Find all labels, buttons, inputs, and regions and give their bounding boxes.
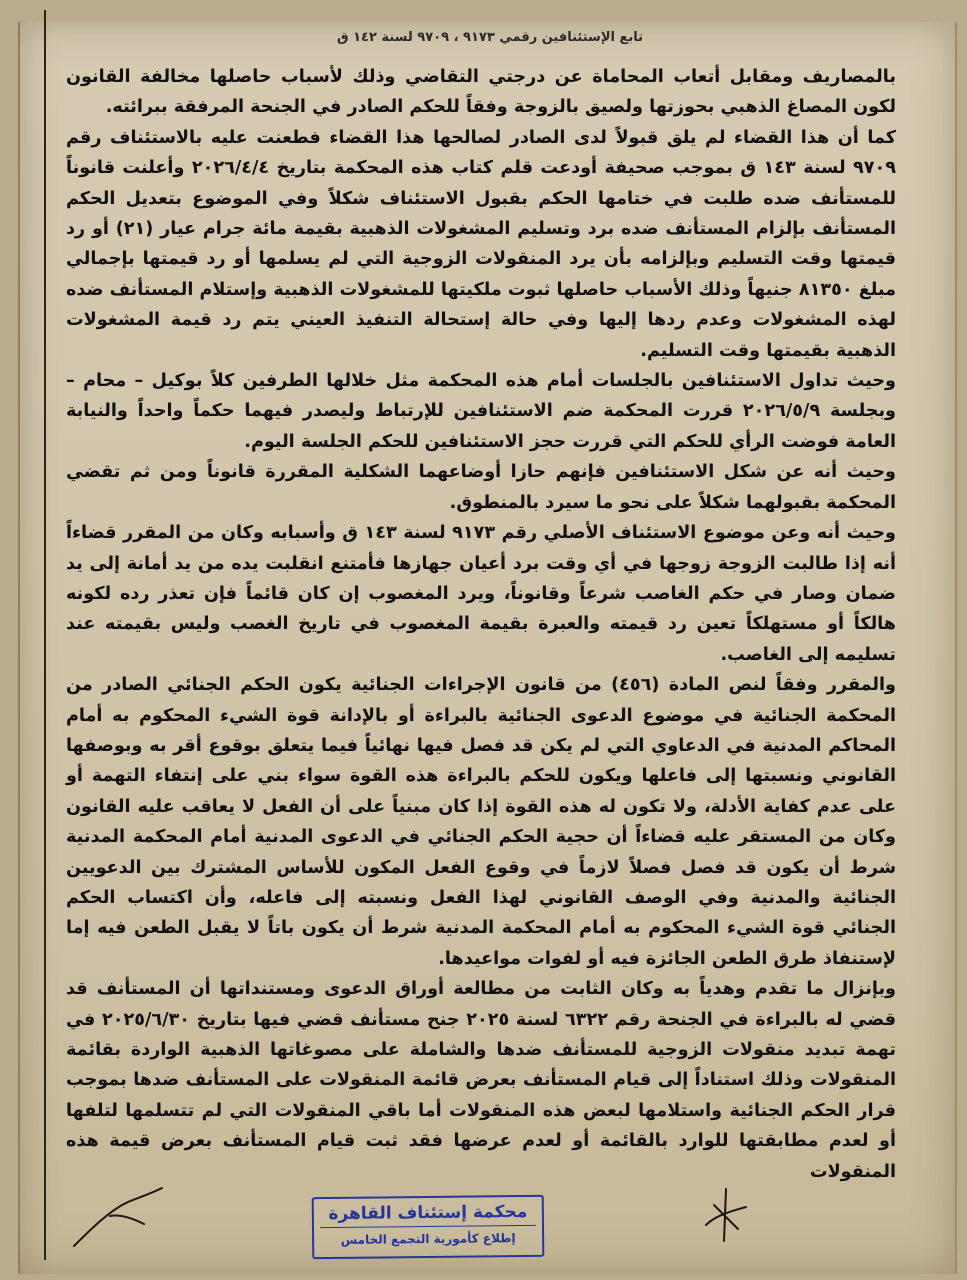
court-stamp [312,1195,545,1259]
paragraph-sessions: وحيث تداول الاستئنافين بالجلسات أمام هذه المحكمة مثل خلالها الطرفين كلاً بوكيل – محام – وبجلسة ٢٠٢٦/٥/٩ قررت المحكمة ضم الاستئنافين للإرتباط وليصدر فيهما حكماً واحداً والنيابة العامة فوضت الرأي للحكم التي قررت حجز الاستئنافين للحكم الجلسة اليوم. [66,371,896,452]
signature-left [70,1180,180,1250]
paragraph-form: وحيث أنه عن شكل الاستئنافين فإنهم حازا أوضاعهما الشكلية المقررة قانوناً ومن ثم تقضي المحكمة بقبولهما شكلاً على نحو ما سيرد بالمنطوق. [66,462,896,513]
page-header: تابع الإستئنافين رقمي ٩١٧٣ ، ٩٧٠٩ لسنة ١٤٢ ق [336,30,644,45]
document-body [66,62,896,1187]
signature-right [696,1185,756,1245]
stamp-subtitle: إطلاع كأمورية التجمع الخامس [340,1231,516,1247]
paragraph-application: وبإنزال ما تقدم وهدياً به وكان الثابت من مطالعة أوراق الدعوى ومستنداتها أن المستأنف قد قضي له بالبراءة في الجنحة رقم ٦٣٢٢ لسنة ٢٠٢٥ جنح مستأنف قضي فيها بتاريخ ٢٠٢٥/٦/٣٠ في تهمة تبديد منقولات الزوجية للمستأنف ضدها والشاملة على مصوغاتها الذهبية الواردة بقائمة المنقولات وذلك استناداً إلى قيام المستأنف بعرض قائمة المنقولات على المستأنف ضدها بموجب قرار الحكم الجنائية واستلامها لبعض هذه المنقولات أما باقي المنقولات التي لم تتسلمها لتلفها أو لعدم مطابقتها للوارد بالقائمة أو لعدم عرضها فقد ثبت قيام المستأنف بعرض قيمة هذه المنقولات [66,979,896,1182]
stamp-title: محكمة إستئناف القاهرة [320,1199,536,1228]
paragraph-appeal-9709: كما أن هذا القضاء لم يلق قبولاً لدى الصادر لصالحها هذا القضاء فطعنت عليه بالاستئناف رقم ٩٧٠٩ لسنة ١٤٣ ق بموجب صحيفة أودعت قلم كتاب هذه المحكمة بتاريخ ٢٠٢٦/٤/٤ وأعلنت قانوناً للمستأنف ضده طلبت في ختامها الحكم بقبول الاستئناف شكلاً وفي الموضوع بتعديل الحكم المستأنف بإلزام المستأنف ضده برد وتسليم المشغولات الذهبية بقيمة مائة جرام عيار (٢١) أو رد قيمتها وقت التسليم وبإلزامه بأن يرد المنقولات الزوجية التي لم يسلمها أو رد قيمتها بإجمالي مبلغ ٨١٣٥٠ جنيهاً وذلك الأسباب حاصلها ثبوت ملكيتها للمشغولات الذهبية وإستلام المستأنف ضده لهذه المشغولات وعدم ردها إليها وفي حالة إستحالة التنفيذ العيني يتم رد قيمة المشغولات الذهبية بقيمتها وقت التسليم. [66,127,896,361]
paragraph-article-456: والمقرر وفقاً لنص المادة (٤٥٦) من قانون الإجراءات الجنائية يكون الحكم الجنائي الصادر من المحكمة الجنائية في موضوع الدعوى الجنائية بالبراءة أو بالإدانة قوة الشيء المحكوم به أمام المحاكم المدنية في الدعاوي التي لم يكن قد فصل فيها نهائياً فيما يتعلق بوقوع أقر به وبوصفها القانوني ونسبتها إلى فاعلها ويكون للحكم بالبراءة هذه القوة سواء بني على إنتفاء التهمة أو على عدم كفاية الأدلة، ولا تكون له هذه القوة إذا كان مبنياً على أن الفعل لا يعاقب عليه القانون وكان من المستقر عليه قضاءاً أن حجية الحكم الجنائي في الدعوى المدنية أمام المحكمة المدنية شرط أن يكون قد فصل فصلاً لازماً في وقوع الفعل المكون للأساس المشترك بين الدعويين الجنائية والمدنية وفي الوصف القانوني لهذا الفعل ونسبته إلى فاعله، وأن اكتساب الحكم الجنائي قوة الشيء المحكوم به أمام المحكمة المدنية شرط أن يكون باتاً لا يقبل الطعن فيه إما لإستنفاذ طرق الطعن الجائزة فيه أو لفوات مواعيدها. [66,675,896,969]
paragraph-expenses: بالمصاريف ومقابل أتعاب المحاماة عن درجتي التقاضي وذلك لأسباب حاصلها مخالفة القانون لكون المصاغ الذهبي بحوزتها ولصيق بالزوجة وفقاً للحكم الصادر في الجنحة المرفقة ببرائته. [66,67,896,118]
paragraph-appeal-9173: وحيث أنه وعن موضوع الاستئناف الأصلي رقم ٩١٧٣ لسنة ١٤٣ ق وأسبابه وكان من المقرر قضاءاً أنه إذا طالبت الزوجة زوجها في أي وقت برد أعيان جهازها فأمتنع انقلبت يده من يد أمانة إلى يد ضمان وصار في حكم الغاصب شرعاً وقانوناً، ويرد المغصوب إن كان قائماً فإن تعذر رده لكونه هالكاً أو مستهلكاً تعين رد قيمته والعبرة بقيمة المغصوب في تاريخ الغصب وليس بقيمته عند تسليمه إلى الغاصب. [66,523,896,665]
